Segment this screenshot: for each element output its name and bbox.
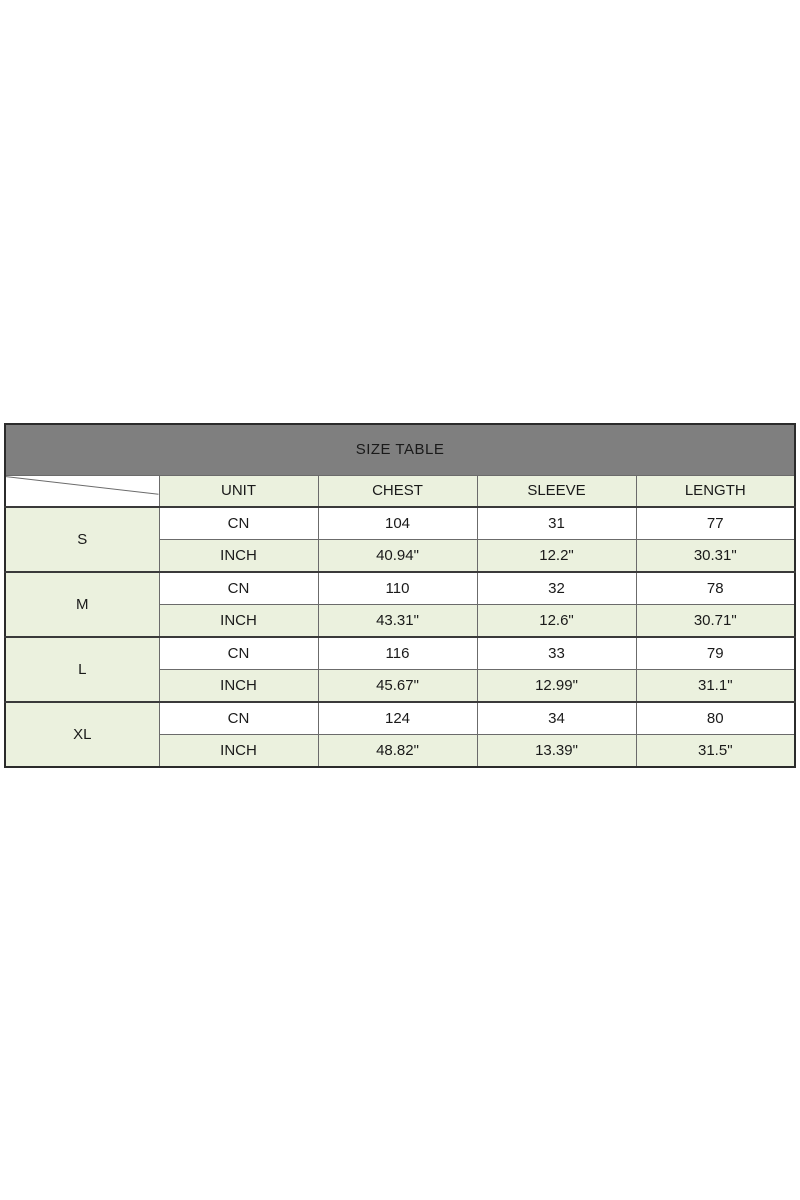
column-header-length: LENGTH [636, 475, 795, 507]
column-header-unit: UNIT [159, 475, 318, 507]
cell-l-inch-sleeve: 12.99" [477, 669, 636, 702]
cell-l-cn-unit: CN [159, 637, 318, 669]
cell-l-inch-length: 31.1" [636, 669, 795, 702]
diagonal-header-cell [5, 475, 159, 507]
column-header-row [5, 475, 795, 507]
cell-xl-inch-chest: 48.82" [318, 734, 477, 767]
cell-xl-cn-sleeve: 34 [477, 702, 636, 734]
cell-s-cn-unit: CN [159, 507, 318, 539]
cell-s-inch-unit: INCH [159, 539, 318, 572]
size-label-l: L [5, 637, 159, 702]
size-label-xl: XL [5, 702, 159, 767]
column-header-chest: CHEST [318, 475, 477, 507]
cell-xl-inch-unit: INCH [159, 734, 318, 767]
cell-l-cn-chest: 116 [318, 637, 477, 669]
cell-m-cn-length: 78 [636, 572, 795, 604]
cell-xl-cn-unit: CN [159, 702, 318, 734]
cell-s-inch-sleeve: 12.2" [477, 539, 636, 572]
cell-xl-inch-length: 31.5" [636, 734, 795, 767]
size-label-m: M [5, 572, 159, 637]
cell-l-cn-length: 79 [636, 637, 795, 669]
cell-m-inch-sleeve: 12.6" [477, 604, 636, 637]
cell-l-inch-unit: INCH [159, 669, 318, 702]
cell-s-cn-length: 77 [636, 507, 795, 539]
cell-l-inch-chest: 45.67" [318, 669, 477, 702]
row-xl-cn [5, 702, 795, 734]
cell-l-cn-sleeve: 33 [477, 637, 636, 669]
size-table [4, 423, 796, 768]
cell-s-inch-length: 30.31" [636, 539, 795, 572]
cell-xl-cn-chest: 124 [318, 702, 477, 734]
size-table-container [4, 423, 796, 768]
cell-xl-cn-length: 80 [636, 702, 795, 734]
cell-m-cn-unit: CN [159, 572, 318, 604]
cell-s-inch-chest: 40.94" [318, 539, 477, 572]
cell-m-cn-chest: 110 [318, 572, 477, 604]
cell-m-inch-chest: 43.31" [318, 604, 477, 637]
cell-s-cn-sleeve: 31 [477, 507, 636, 539]
diagonal-divider-line [6, 476, 159, 507]
table-title: SIZE TABLE [5, 424, 795, 475]
cell-m-cn-sleeve: 32 [477, 572, 636, 604]
cell-m-inch-unit: INCH [159, 604, 318, 637]
cell-m-inch-length: 30.71" [636, 604, 795, 637]
title-row [5, 424, 795, 475]
size-label-s: S [5, 507, 159, 572]
cell-xl-inch-sleeve: 13.39" [477, 734, 636, 767]
row-l-cn [5, 637, 795, 669]
column-header-sleeve: SLEEVE [477, 475, 636, 507]
cell-s-cn-chest: 104 [318, 507, 477, 539]
row-m-cn [5, 572, 795, 604]
row-s-cn [5, 507, 795, 539]
